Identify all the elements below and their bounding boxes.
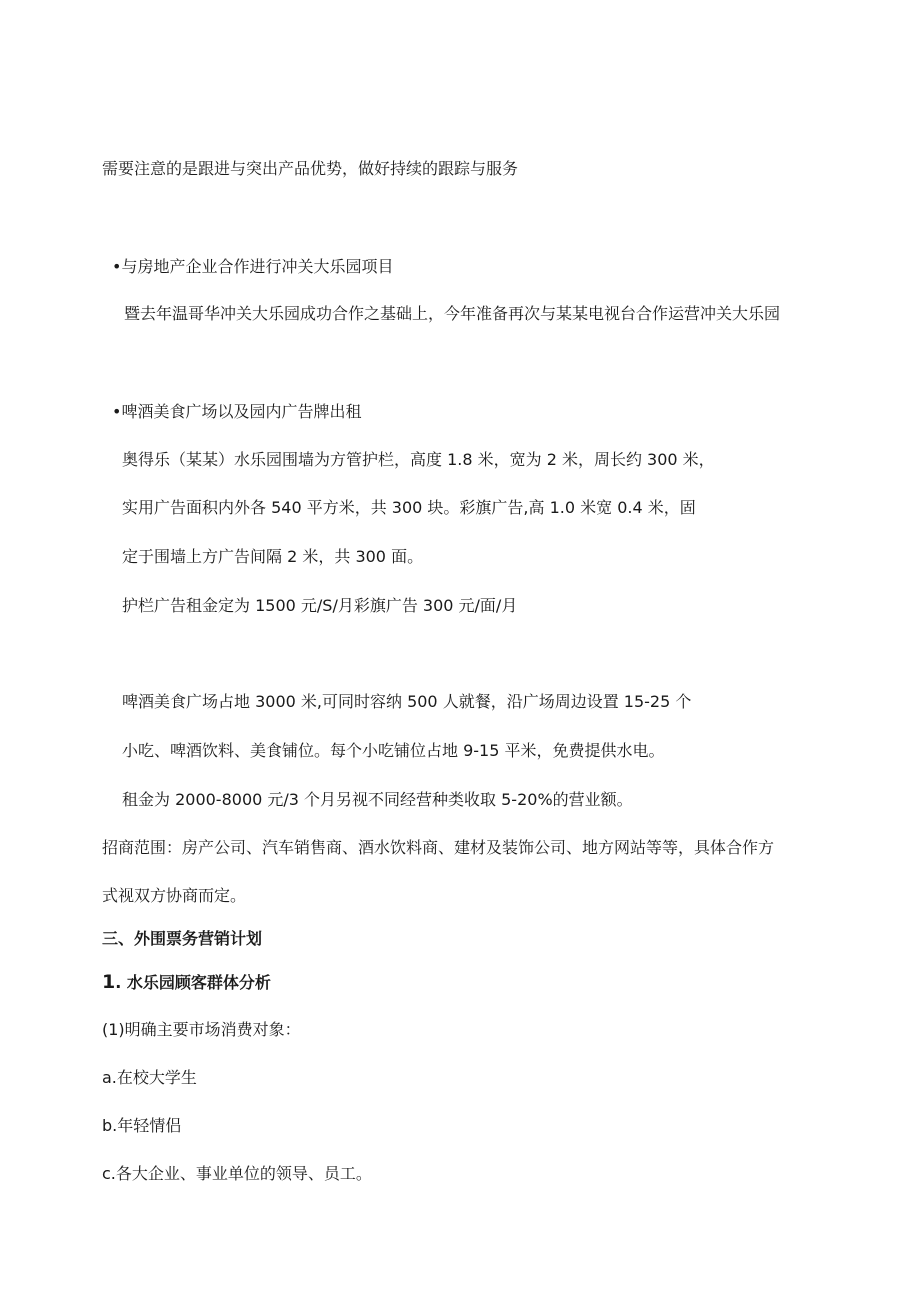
list-item: c.各大企业、事业单位的领导、员工。 xyxy=(102,1164,372,1183)
text-line: 暨去年温哥华冲关大乐园成功合作之基础上，今年准备再次与某某电视台合作运营冲关大乐园 xyxy=(124,304,781,323)
text-line: 护栏广告租金定为 1500 元/S/月彩旗广告 300 元/面/月 xyxy=(122,596,518,615)
text-line: 奥得乐（某某）水乐园围墙为方管护栏，高度 1.8 米，宽为 2 米，周长约 300 米， xyxy=(122,450,715,469)
subsection-title: . 水乐园顾客群体分析 xyxy=(115,973,271,992)
bullet-heading: •与房地产企业合作进行冲关大乐园项目 xyxy=(112,257,394,276)
text-line: 啤酒美食广场占地 3000 米,可同时容纳 500 人就餐，沿广场周边设置 15-25 个 xyxy=(122,692,692,711)
text-line: (1)明确主要市场消费对象： xyxy=(102,1020,301,1039)
text-line: 租金为 2000-8000 元/3 个月另视不同经营种类收取 5-20%的营业额。 xyxy=(122,790,633,809)
text-line: 需要注意的是跟进与突出产品优势，做好持续的跟踪与服务 xyxy=(102,159,519,178)
subsection-number: 1 xyxy=(102,971,116,993)
text-line: 式视双方协商而定。 xyxy=(102,886,247,905)
text-line: 定于围墙上方广告间隔 2 米，共 300 面。 xyxy=(122,547,424,566)
subsection-heading xyxy=(102,971,271,994)
bullet-heading: •啤酒美食广场以及园内广告牌出租 xyxy=(112,402,362,421)
list-item: a.在校大学生 xyxy=(102,1068,197,1087)
text-line: 小吃、啤酒饮料、美食铺位。每个小吃铺位占地 9-15 平米，免费提供水电。 xyxy=(122,741,665,760)
section-heading: 三、外围票务营销计划 xyxy=(102,929,263,948)
text-line: 实用广告面积内外各 540 平方米，共 300 块。彩旗广告,高 1.0 米宽 0.4 米，固 xyxy=(122,498,696,517)
list-item: b.年轻情侣 xyxy=(102,1116,182,1135)
text-line: 招商范围：房产公司、汽车销售商、酒水饮料商、建材及装饰公司、地方网站等等，具体合作方 xyxy=(102,838,775,857)
